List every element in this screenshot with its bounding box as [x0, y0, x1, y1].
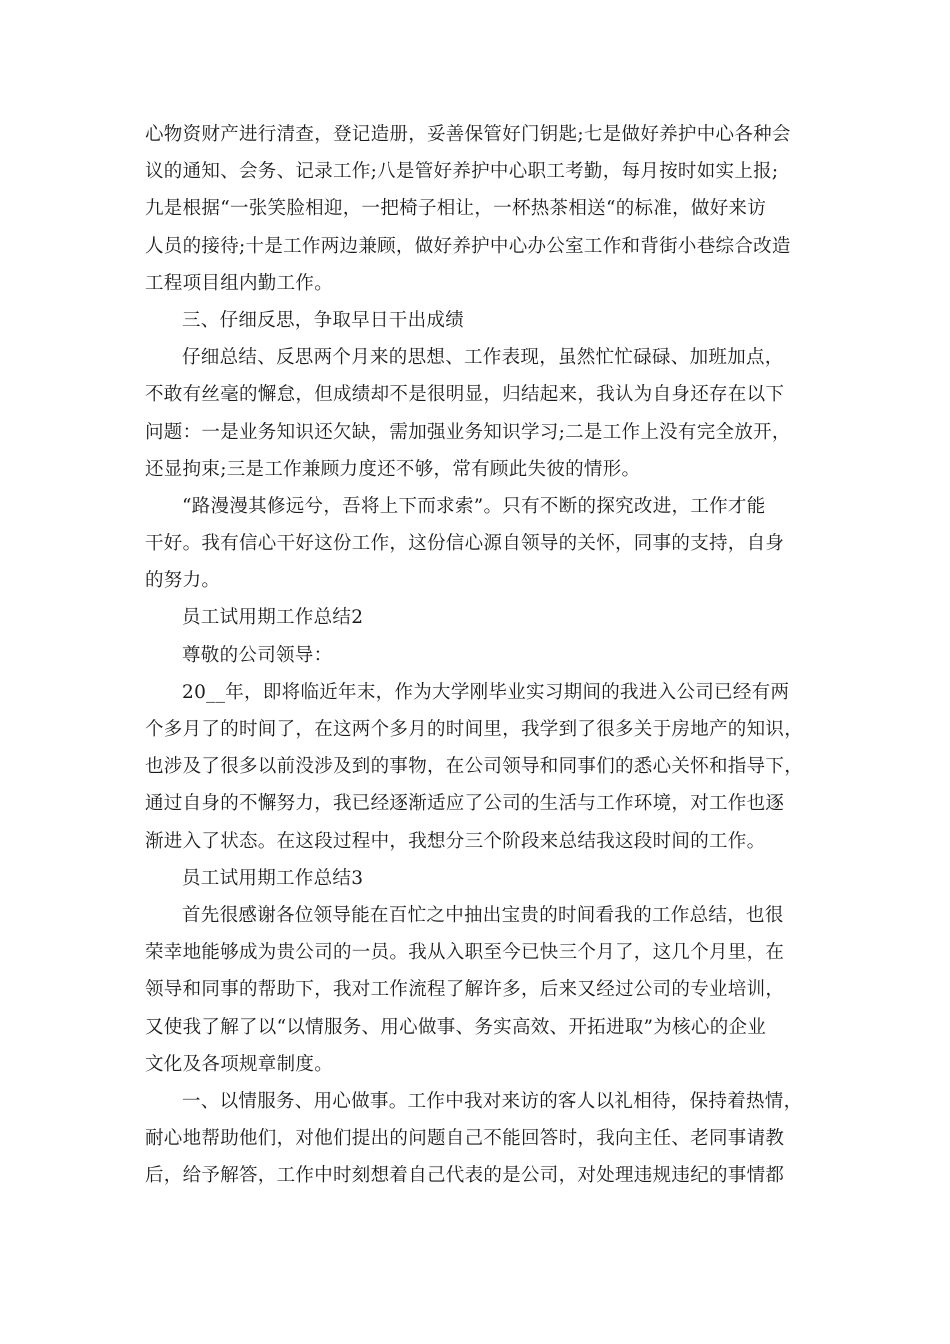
text-line: 渐进入了状态。在这段过程中，我想分三个阶段来总结我这段时间的工作。	[145, 830, 766, 852]
text-line: 个多月了的时间了，在这两个多月的时间里，我学到了很多关于房地产的知识，	[145, 719, 804, 740]
text-line: 干好。我有信心干好这份工作，这份信心源自领导的关怀，同事的支持，自身	[145, 533, 785, 555]
document-body	[145, 116, 805, 1194]
text-line: 三、仔细反思，争取早日干出成绩	[182, 309, 465, 331]
text-line: 一、以情服务、用心做事。工作中我对来访的客人以礼相待，保持着热情，	[182, 1090, 803, 1112]
text-line: 员工试用期工作总结3	[182, 867, 364, 889]
text-line: 耐心地帮助他们，对他们提出的问题自己不能回答时，我向主任、老同事请教	[145, 1128, 785, 1150]
text-line: 议的通知、会务、记录工作;八是管好养护中心职工考勤，每月按时如实上报;	[145, 161, 779, 183]
text-line: 又使我了解了以“以情服务、用心做事、务实高效、开拓进取”为核心的企业	[145, 1016, 767, 1038]
text-line: 问题：一是业务知识还欠缺，需加强业务知识学习;二是工作上没有完全放开，	[145, 421, 791, 443]
text-line: 工程项目组内勤工作。	[145, 272, 334, 294]
text-line: 后，给予解答，工作中时刻想着自己代表的是公司，对处理违规违纪的事情都	[145, 1165, 785, 1187]
text-line: 仔细总结、反思两个月来的思想、工作表现，虽然忙忙碌碌、加班加点，	[182, 347, 784, 369]
text-line: 文化及各项规章制度。	[145, 1053, 334, 1075]
text-line: 20__年，即将临近年末，作为大学刚毕业实习期间的我进入公司已经有两	[182, 681, 790, 703]
text-line: 通过自身的不懈努力，我已经逐渐适应了公司的生活与工作环境，对工作也逐	[145, 793, 785, 815]
text-line: 员工试用期工作总结2	[182, 607, 364, 629]
text-line: 还显拘束;三是工作兼顾力度还不够，常有顾此失彼的情形。	[145, 458, 641, 480]
text-line: 首先很感谢各位领导能在百忙之中抽出宝贵的时间看我的工作总结，也很	[182, 904, 784, 926]
text-line: 的努力。	[145, 570, 221, 592]
text-line: 领导和同事的帮助下，我对工作流程了解许多，后来又经过公司的专业培训，	[145, 979, 785, 1001]
text-line: “路漫漫其修远兮，吾将上下而求索”。只有不断的探究改进，工作才能	[182, 495, 766, 517]
text-line: 人员的接待;十是工作两边兼顾，做好养护中心办公室工作和背街小巷综合改造	[145, 235, 791, 257]
text-line: 九是根据“一张笑脸相迎，一把椅子相让，一杯热茶相送“的标准，做好来访	[145, 198, 767, 220]
text-line: 也涉及了很多以前没涉及到的事物，在公司领导和同事们的悉心关怀和指导下，	[145, 756, 804, 778]
text-line: 尊敬的公司领导：	[182, 644, 333, 666]
text-line: 不敢有丝毫的懈怠，但成绩却不是很明显，归结起来，我认为自身还存在以下	[145, 384, 785, 406]
text-line: 荣幸地能够成为贵公司的一员。我从入职至今已快三个月了，这几个月里，在	[145, 942, 785, 964]
text-line: 心物资财产进行清查，登记造册，妥善保管好门钥匙;七是做好养护中心各种会	[145, 124, 791, 145]
